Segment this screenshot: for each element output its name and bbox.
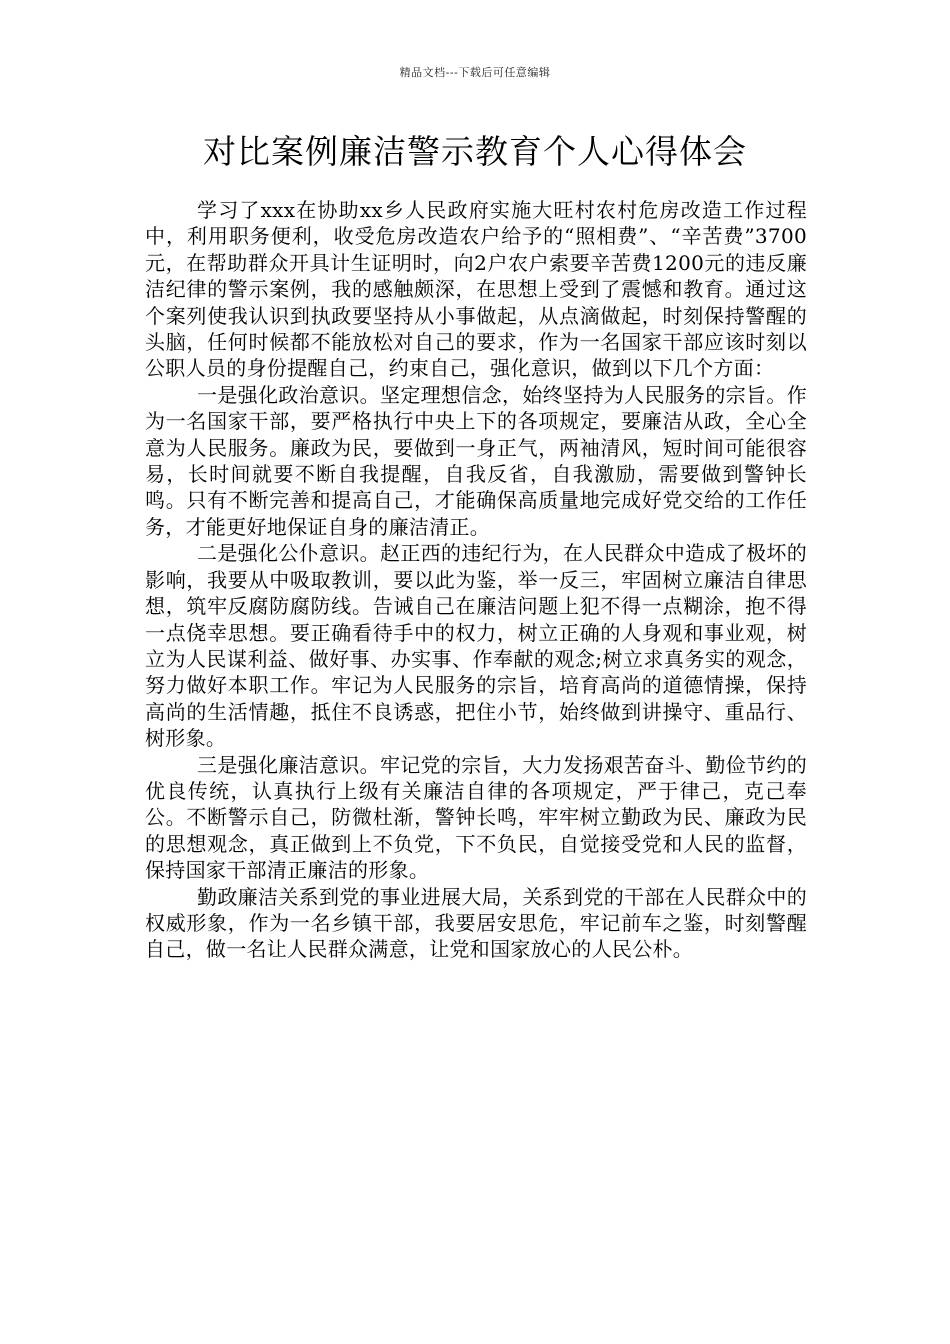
page-header-note: 精品文档---下载后可任意编辑 <box>399 66 551 79</box>
paragraph-public-servant-awareness: 二是强化公仆意识。赵正西的违纪行为，在人民群众中造成了极坏的影响，我要从中吸取教训，要以此为鉴，举一反三，牢固树立廉洁自律思想，筑牢反腐防腐防线。告诫自己在廉洁问题上犯不得一点糊涂，抱不得一点侥幸思想。要正确看待手中的权力，树立正确的人身观和事业观，树立为人民谋利益、做好事、办实事、作奉献的观念;树立求真务实的观念，努力做好本职工作。牢记为人民服务的宗旨，培育高尚的道德情操，保持高尚的生活情趣，抵住不良诱惑，把住小节，始终做到讲操守、重品行、树形象。 <box>145 541 807 751</box>
paragraph-political-awareness: 一是强化政治意识。坚定理想信念，始终坚持为人民服务的宗旨。作为一名国家干部，要严格执行中央上下的各项规定，要廉洁从政，全心全意为人民服务。廉政为民，要做到一身正气，两袖清风，短时间可能很容易，长时间就要不断自我提醒，自我反省，自我激励，需要做到警钟长鸣。只有不断完善和提高自己，才能确保高质量地完成好党交给的工作任务，才能更好地保证自身的廉洁清正。 <box>145 382 807 539</box>
paragraph-intro: 学习了xxx在协助xx乡人民政府实施大旺村农村危房改造工作过程中，利用职务便利，收受危房改造农户给予的“照相费”、“辛苦费”3700元，在帮助群众开具计生证明时，向2户农户索要辛苦费1200元的违反廉洁纪律的警示案例，我的感触颇深，在思想上受到了震憾和教育。通过这个案列使我认识到执政要坚持从小事做起，从点滴做起，时刻保持警醒的头脑，任何时候都不能放松对自己的要求，作为一名国家干部应该时刻以公职人员的身份提醒自己，约束自己，强化意识，做到以下几个方面： <box>145 198 807 381</box>
paragraph-integrity-awareness: 三是强化廉洁意识。牢记党的宗旨，大力发扬艰苦奋斗、勤俭节约的优良传统，认真执行上级有关廉洁自律的各项规定，严于律己，克己奉公。不断警示自己，防微杜渐，警钟长鸣，牢牢树立勤政为民、廉政为民的思想观念，真正做到上不负党，下不负民，自觉接受党和人民的监督，保持国家干部清正廉洁的形象。 <box>145 752 807 883</box>
document-body <box>145 197 807 963</box>
paragraph-conclusion: 勤政廉洁关系到党的事业进展大局，关系到党的干部在人民群众中的权威形象，作为一名乡镇干部，我要居安思危，牢记前车之鉴，时刻警醒自己，做一名让人民群众满意，让党和国家放心的人民公朴。 <box>145 884 807 962</box>
document-title: 对比案例廉洁警示教育个人心得体会 <box>203 132 747 171</box>
